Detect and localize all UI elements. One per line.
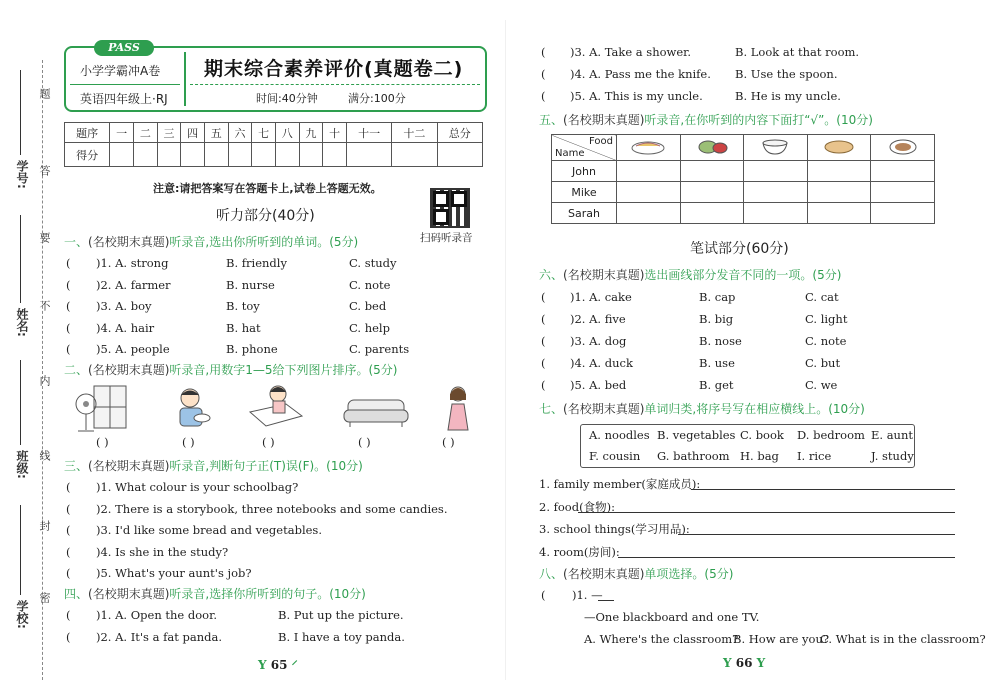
score-cell: 题序 bbox=[65, 123, 110, 143]
food-picture-noodles bbox=[617, 135, 681, 161]
question-option-b: B. phone bbox=[226, 342, 278, 356]
score-row-label: 得分 bbox=[65, 143, 110, 167]
name-cell: John bbox=[552, 161, 617, 182]
food-header: Food bbox=[589, 136, 613, 147]
course-name: 英语四年级上·RJ bbox=[80, 92, 168, 106]
food-picture-bread bbox=[807, 135, 871, 161]
category-label: 4. room(房间): bbox=[539, 544, 620, 559]
check-cell[interactable] bbox=[617, 161, 681, 182]
page-number-left: Y 65 ⸍ bbox=[258, 658, 298, 672]
word-item: H. bag bbox=[740, 449, 779, 463]
name-cell: Mike bbox=[552, 182, 617, 203]
answer-paren[interactable]: ( bbox=[66, 342, 71, 356]
notice: 注意:请把答案写在答题卡上,试卷上答题无效。 bbox=[153, 182, 382, 195]
phonics-option-a: )3. A. dog bbox=[570, 334, 627, 348]
class-label: 班级: bbox=[15, 450, 29, 479]
qr-corner bbox=[433, 209, 449, 225]
sentence-option-b: B. I have a toy panda. bbox=[278, 629, 405, 644]
phonics-option-c: C. light bbox=[805, 312, 848, 326]
statement: )3. I'd like some bread and vegetables. bbox=[96, 523, 322, 537]
answer-paren[interactable]: ( bbox=[66, 256, 71, 270]
score-input[interactable] bbox=[110, 143, 134, 167]
section-instruction: 听录音,选出你所听到的单词。(5分) bbox=[169, 235, 359, 249]
word-item: C. book bbox=[740, 428, 784, 442]
sentence-option-a: )5. A. This is my uncle. bbox=[570, 89, 703, 103]
word-item: I. rice bbox=[797, 449, 832, 463]
header-box bbox=[64, 41, 487, 112]
writing-title: 笔试部分(60分) bbox=[690, 241, 789, 257]
phonics-option-a: )4. A. duck bbox=[570, 356, 633, 370]
category-answer-line[interactable] bbox=[618, 557, 955, 558]
question-option-c: C. bed bbox=[349, 299, 387, 313]
answer-paren[interactable]: ( bbox=[66, 299, 71, 313]
score-input[interactable] bbox=[252, 143, 276, 167]
answer-paren[interactable]: ( bbox=[541, 356, 546, 370]
sentence-option-b: B. Look at that room. bbox=[735, 45, 860, 59]
answer-paren[interactable]: ( ) bbox=[358, 435, 371, 449]
statement: )1. What colour is your schoolbag? bbox=[96, 480, 299, 494]
section-8-header bbox=[539, 565, 733, 582]
question-option-c: C. parents bbox=[349, 342, 410, 356]
section-number: 五、 bbox=[539, 113, 564, 127]
score-cell: 总分 bbox=[437, 123, 482, 143]
class-line[interactable] bbox=[20, 360, 21, 445]
check-cell[interactable] bbox=[871, 161, 935, 182]
section-tag: (名校期末真题) bbox=[88, 363, 170, 377]
answer-paren[interactable]: ( bbox=[66, 480, 71, 494]
question-line: )1. — bbox=[572, 588, 603, 602]
qr-corner bbox=[451, 191, 467, 207]
qr-caption: 扫码听录音 bbox=[420, 232, 473, 244]
option-c: C. What is in the classroom? bbox=[820, 632, 986, 646]
score-input[interactable] bbox=[157, 143, 181, 167]
answer-paren[interactable]: ( bbox=[66, 320, 71, 335]
score-cell: 四 bbox=[181, 123, 205, 143]
exam-time: 时间:40分钟 bbox=[256, 92, 318, 105]
phonics-option-c: C. we bbox=[805, 378, 838, 392]
name-cell: Sarah bbox=[552, 203, 617, 224]
food-table bbox=[551, 134, 935, 224]
qr-corner bbox=[433, 191, 449, 207]
section-tag: (名校期末真题) bbox=[563, 113, 645, 127]
question-option-b: B. friendly bbox=[226, 256, 287, 270]
binding-mark: 线 bbox=[38, 450, 51, 461]
score-cell: 六 bbox=[228, 123, 252, 143]
score-cell: 七 bbox=[252, 123, 276, 143]
phonics-option-c: C. note bbox=[805, 334, 847, 348]
name-label: 姓名: bbox=[15, 308, 29, 337]
sentence-option-a: )4. A. Pass me the knife. bbox=[570, 67, 711, 81]
statement: )5. What's your aunt's job? bbox=[96, 566, 252, 580]
section-instruction: 选出画线部分发音不同的一项。(5分) bbox=[644, 268, 842, 282]
phonics-option-b: B. big bbox=[699, 312, 734, 326]
question-option-b: B. hat bbox=[226, 320, 261, 335]
section-number: 八、 bbox=[539, 567, 564, 581]
question-option-a: )4. A. hair bbox=[96, 320, 155, 335]
dialog-line: —One blackboard and one TV. bbox=[584, 610, 760, 624]
question-option-a: )2. A. farmer bbox=[96, 277, 171, 292]
score-cell: 二 bbox=[134, 123, 158, 143]
category-answer-line[interactable] bbox=[691, 489, 955, 490]
series-name: 小学学霸冲A卷 bbox=[80, 64, 161, 78]
answer-paren[interactable]: ( bbox=[66, 629, 71, 644]
answer-paren[interactable]: ( bbox=[66, 566, 71, 580]
section-number: 一、 bbox=[64, 235, 89, 249]
binding-mark: 不 bbox=[38, 300, 51, 311]
picture-window-fan bbox=[72, 384, 128, 434]
sentence-option-b: B. Put up the picture. bbox=[278, 608, 404, 622]
section-tag: (名校期末真题) bbox=[88, 235, 170, 249]
answer-paren[interactable]: ( bbox=[541, 312, 546, 326]
section-tag: (名校期末真题) bbox=[88, 459, 170, 473]
question-option-a: )5. A. people bbox=[96, 342, 170, 356]
score-cell: 十一 bbox=[346, 123, 391, 143]
page-title: 期末综合素养评价(真题卷二) bbox=[204, 58, 464, 80]
check-cell[interactable] bbox=[617, 182, 681, 203]
section-tag: (名校期末真题) bbox=[563, 268, 645, 282]
score-cell: 五 bbox=[204, 123, 228, 143]
word-item: F. cousin bbox=[589, 449, 641, 463]
answer-paren[interactable]: ( ) bbox=[96, 435, 109, 449]
picture-woman bbox=[440, 384, 476, 432]
section-7-header bbox=[539, 400, 865, 417]
school-label: 学校: bbox=[15, 600, 29, 629]
section-instruction: 单词归类,将序号写在相应横线上。(10分) bbox=[644, 402, 865, 416]
question-option-c: C. study bbox=[349, 256, 397, 270]
phonics-option-b: B. use bbox=[699, 356, 735, 370]
score-input[interactable] bbox=[275, 143, 299, 167]
section-instruction: 单项选择。(5分) bbox=[644, 567, 734, 581]
section-5-header bbox=[539, 111, 873, 128]
question-option-b: B. toy bbox=[226, 299, 260, 313]
student-id-label: 学号: bbox=[15, 160, 29, 189]
binding-mark: 要 bbox=[38, 232, 51, 243]
section-instruction: 听录音,选择你所听到的句子。(10分) bbox=[169, 587, 366, 601]
answer-paren[interactable]: ( bbox=[66, 523, 71, 537]
statement: )2. There is a storybook, three notebooks and some candies. bbox=[96, 501, 448, 516]
check-cell[interactable] bbox=[680, 161, 744, 182]
page-number: 65 bbox=[270, 658, 288, 672]
answer-paren[interactable]: ( bbox=[541, 67, 546, 81]
category-label: 2. food(食物): bbox=[539, 499, 615, 514]
picture-girl-studying bbox=[246, 382, 306, 434]
sentence-option-a: )1. A. Open the door. bbox=[96, 608, 217, 622]
binding-mark: 答 bbox=[38, 165, 51, 176]
section-number: 四、 bbox=[64, 587, 89, 601]
phonics-option-b: B. cap bbox=[699, 290, 736, 304]
answer-paren[interactable]: ( ) bbox=[442, 435, 455, 449]
answer-paren[interactable]: ( bbox=[541, 290, 546, 304]
section-tag: (名校期末真题) bbox=[88, 587, 170, 601]
score-cell: 十二 bbox=[392, 123, 437, 143]
category-label: 3. school things(学习用品): bbox=[539, 522, 690, 536]
section-number: 二、 bbox=[64, 363, 89, 377]
option-a: A. Where's the classroom? bbox=[584, 632, 739, 646]
answer-paren[interactable]: ( bbox=[66, 608, 71, 622]
picture-boy-eating bbox=[170, 386, 214, 432]
check-cell[interactable] bbox=[680, 182, 744, 203]
phonics-option-b: B. get bbox=[699, 378, 734, 392]
exam-full-score: 满分:100分 bbox=[348, 92, 406, 105]
check-cell[interactable] bbox=[617, 203, 681, 224]
answer-paren[interactable]: ( bbox=[541, 89, 546, 103]
answer-blank[interactable] bbox=[598, 600, 614, 601]
sentence-option-b: B. Use the spoon. bbox=[735, 67, 838, 81]
listening-title: 听力部分(40分) bbox=[216, 208, 315, 224]
check-cell[interactable] bbox=[807, 161, 871, 182]
sentence-option-a: )2. A. It's a fat panda. bbox=[96, 629, 223, 644]
word-item: G. bathroom bbox=[657, 449, 730, 463]
check-cell[interactable] bbox=[871, 182, 935, 203]
phonics-option-a: )1. A. cake bbox=[570, 290, 632, 304]
section-instruction: 听录音,用数字1—5给下列图片排序。(5分) bbox=[169, 363, 398, 377]
section-tag: (名校期末真题) bbox=[563, 567, 645, 581]
binding-mark: 题 bbox=[38, 88, 51, 99]
option-b: B. How are you? bbox=[733, 632, 830, 646]
answer-paren[interactable]: ( bbox=[541, 45, 546, 59]
phonics-option-c: C. cat bbox=[805, 290, 839, 304]
page-gutter bbox=[505, 20, 506, 680]
answer-paren[interactable]: ( bbox=[541, 588, 546, 602]
score-input[interactable] bbox=[228, 143, 252, 167]
score-cell: 九 bbox=[299, 123, 323, 143]
section-number: 三、 bbox=[64, 459, 89, 473]
answer-paren[interactable]: ( bbox=[66, 544, 71, 559]
page-number: 66 bbox=[735, 656, 753, 670]
section-number: 七、 bbox=[539, 402, 564, 416]
category-answer-line[interactable] bbox=[578, 512, 955, 513]
section-2-header bbox=[64, 361, 397, 378]
score-input[interactable] bbox=[181, 143, 205, 167]
score-input[interactable] bbox=[323, 143, 347, 167]
answer-paren[interactable]: ( ) bbox=[262, 435, 275, 449]
answer-paren[interactable]: ( ) bbox=[182, 435, 195, 449]
question-option-b: B. nurse bbox=[226, 277, 275, 292]
score-table bbox=[64, 122, 483, 167]
section-number: 六、 bbox=[539, 268, 564, 282]
answer-paren[interactable]: ( bbox=[66, 277, 71, 292]
phonics-option-a: )2. A. five bbox=[570, 312, 626, 326]
word-item: B. vegetables bbox=[657, 428, 736, 442]
name-header: Name bbox=[555, 148, 585, 159]
score-input[interactable] bbox=[437, 143, 482, 167]
statement: )4. Is she in the study? bbox=[96, 544, 229, 559]
check-cell[interactable] bbox=[744, 182, 808, 203]
check-cell[interactable] bbox=[807, 182, 871, 203]
word-item: D. bedroom bbox=[797, 428, 865, 442]
section-1-header bbox=[64, 233, 358, 250]
question-option-a: )3. A. boy bbox=[96, 299, 152, 313]
binding-mark: 密 bbox=[38, 592, 51, 603]
score-cell: 十 bbox=[323, 123, 347, 143]
name-line[interactable] bbox=[20, 215, 21, 303]
food-picture-rice bbox=[744, 135, 808, 161]
phonics-option-c: C. but bbox=[805, 356, 841, 370]
food-picture-vegetables bbox=[680, 135, 744, 161]
food-picture-soup bbox=[871, 135, 935, 161]
answer-paren[interactable]: ( bbox=[541, 378, 546, 392]
score-input[interactable] bbox=[392, 143, 437, 167]
word-item: E. aunt bbox=[871, 428, 913, 442]
section-6-header bbox=[539, 266, 841, 283]
pass-logo: PASS bbox=[94, 40, 154, 56]
binding-strip bbox=[0, 0, 60, 693]
word-item: A. noodles bbox=[589, 428, 650, 442]
phonics-option-b: B. nose bbox=[699, 334, 742, 348]
check-cell[interactable] bbox=[680, 203, 744, 224]
score-input[interactable] bbox=[204, 143, 228, 167]
picture-sofa bbox=[342, 396, 410, 428]
word-item: J. study bbox=[871, 449, 914, 463]
section-instruction: 听录音,在你听到的内容下面打“√”。(10分) bbox=[644, 113, 873, 127]
question-option-c: C. note bbox=[349, 277, 391, 292]
answer-paren[interactable]: ( bbox=[66, 501, 71, 516]
sentence-option-a: )3. A. Take a shower. bbox=[570, 45, 692, 59]
question-option-a: )1. A. strong bbox=[96, 256, 169, 270]
binding-mark: 内 bbox=[38, 375, 51, 386]
section-4-header bbox=[64, 585, 366, 602]
score-input[interactable] bbox=[134, 143, 158, 167]
score-cell: 八 bbox=[275, 123, 299, 143]
score-input[interactable] bbox=[299, 143, 323, 167]
school-line[interactable] bbox=[20, 505, 21, 595]
question-option-c: C. help bbox=[349, 320, 390, 335]
answer-paren[interactable]: ( bbox=[541, 334, 546, 348]
section-3-header bbox=[64, 457, 363, 474]
sentence-option-b: B. He is my uncle. bbox=[735, 89, 841, 103]
phonics-option-a: )5. A. bed bbox=[570, 378, 627, 392]
section-instruction: 听录音,判断句子正(T)误(F)。(10分) bbox=[169, 459, 363, 473]
check-cell[interactable] bbox=[807, 203, 871, 224]
score-cell: 一 bbox=[110, 123, 134, 143]
score-input[interactable] bbox=[346, 143, 391, 167]
check-cell[interactable] bbox=[744, 203, 808, 224]
check-cell[interactable] bbox=[744, 161, 808, 182]
check-cell[interactable] bbox=[871, 203, 935, 224]
binding-mark: 封 bbox=[38, 520, 51, 531]
page-number-right: Y 66 Y bbox=[723, 656, 766, 670]
category-label: 1. family member(家庭成员): bbox=[539, 477, 701, 491]
category-answer-line[interactable] bbox=[678, 534, 955, 535]
student-id-line[interactable] bbox=[20, 70, 21, 155]
section-tag: (名校期末真题) bbox=[563, 402, 645, 416]
score-cell: 三 bbox=[157, 123, 181, 143]
